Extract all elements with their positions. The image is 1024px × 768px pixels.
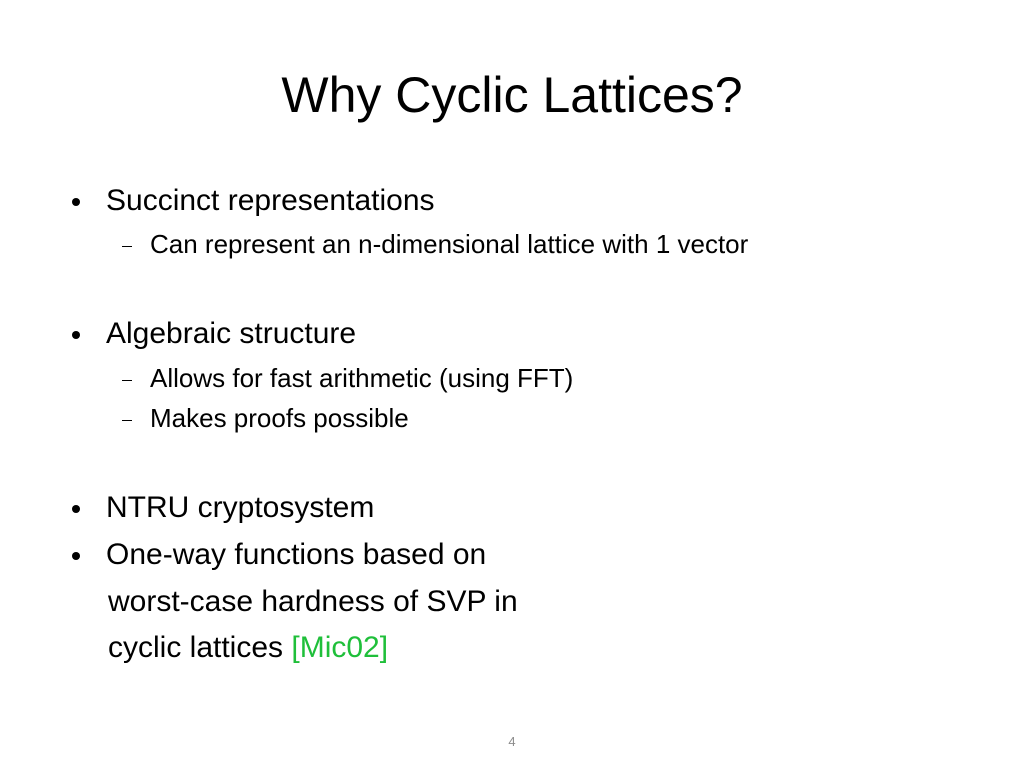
sub-bullet-text: Makes proofs possible [150, 403, 409, 433]
dash-icon [122, 420, 132, 421]
bullet-continuation-1: worst-case hardness of SVP in [108, 585, 518, 618]
bullet-dot-icon [72, 552, 80, 560]
bullet-text: Succinct representations [106, 184, 435, 217]
bullet-dot-icon [72, 505, 80, 513]
dash-icon [122, 380, 132, 381]
sub-bullet-text: Allows for fast arithmetic (using FFT) [150, 363, 574, 393]
citation-reference: [Mic02] [291, 631, 389, 664]
bullet-text: One-way functions based on [106, 538, 487, 571]
bullet-continuation-2 [108, 628, 388, 668]
bullet-dot-icon [72, 198, 80, 206]
sub-bullet-text: Can represent an n-dimensional lattice with 1 vector [150, 229, 749, 259]
bullet-text: Algebraic structure [106, 317, 357, 350]
page-number: 4 [508, 734, 516, 749]
bullet-text: NTRU cryptosystem [106, 491, 375, 524]
bullet-dot-icon [72, 331, 80, 339]
slide-title: Why Cyclic Lattices? [281, 67, 743, 123]
dash-icon [122, 246, 132, 247]
continuation-text: cyclic lattices [108, 631, 292, 664]
